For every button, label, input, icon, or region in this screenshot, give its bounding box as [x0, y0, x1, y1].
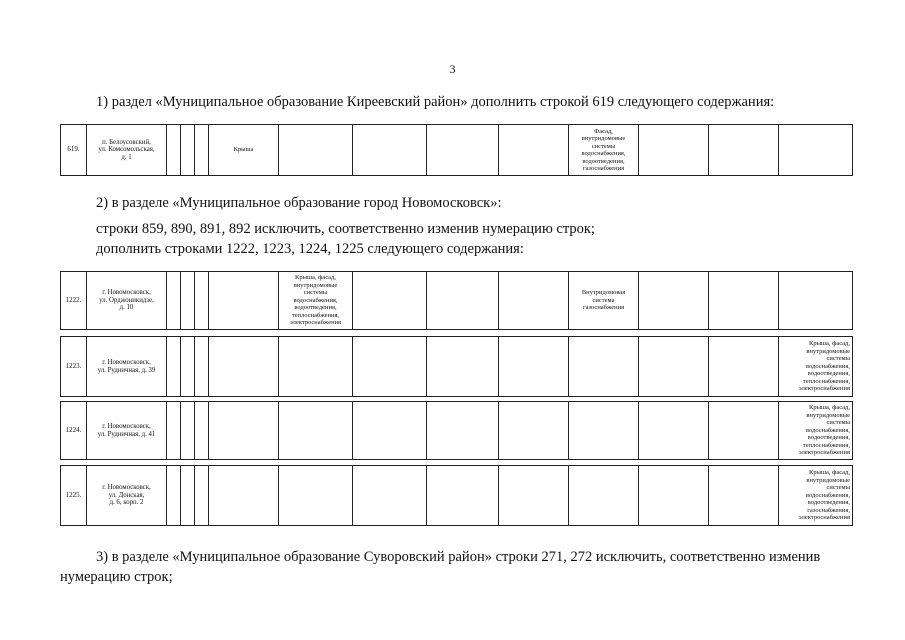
paragraph-1: 1) раздел «Муниципальное образование Киреевский район» дополнить строкой 619 следующего содержания:	[96, 94, 775, 110]
cell	[427, 402, 499, 460]
address-cell: г. Новомосковск, ул. Донская, д. 6, корп. 2	[87, 466, 167, 526]
cell	[279, 402, 353, 460]
cell	[427, 125, 499, 176]
cell	[279, 337, 353, 397]
cell	[427, 466, 499, 526]
cell	[167, 125, 181, 176]
cell	[427, 272, 499, 330]
paragraph-2: 2) в разделе «Муниципальное образование город Новомосковск»:	[96, 195, 502, 211]
row-number: 1224.	[61, 402, 87, 460]
row-number: 619.	[61, 125, 87, 176]
cell	[709, 272, 779, 330]
cell	[569, 337, 639, 397]
cell	[709, 402, 779, 460]
cell	[569, 466, 639, 526]
page-number: 3	[449, 62, 456, 76]
cell	[353, 125, 427, 176]
cell	[639, 402, 709, 460]
work-type-cell: Крыша, фасад, внутридомовые системы водоснабжения, водоотведения, теплоснабжения, электроснабжения	[779, 402, 853, 460]
work-type-cell: Крыша	[209, 125, 279, 176]
cell	[639, 466, 709, 526]
cell	[195, 402, 209, 460]
cell	[709, 466, 779, 526]
table-row-1225	[60, 465, 853, 526]
address-cell: г. Новомосковск, ул. Орджоникидзе, д. 10	[87, 272, 167, 330]
cell	[167, 337, 181, 397]
cell	[167, 402, 181, 460]
row-number: 1222.	[61, 272, 87, 330]
cell	[279, 466, 353, 526]
table-row-1222	[60, 271, 853, 330]
paragraph-5-line-2: нумерацию строк;	[60, 569, 173, 585]
cell	[167, 272, 181, 330]
cell	[181, 402, 195, 460]
row-number: 1225.	[61, 466, 87, 526]
cell	[181, 272, 195, 330]
row-number: 1223.	[61, 337, 87, 397]
work-type-cell: Крыша, фасад, внутридомовые системы водоснабжения, водоотведения, теплоснабжения, электроснабжения	[779, 337, 853, 397]
cell	[353, 337, 427, 397]
cell	[353, 466, 427, 526]
cell	[181, 466, 195, 526]
address-cell: г. Новомосковск, ул. Рудничная, д. 39	[87, 337, 167, 397]
cell	[353, 272, 427, 330]
cell	[779, 272, 853, 330]
cell	[709, 125, 779, 176]
cell	[427, 337, 499, 397]
cell	[195, 272, 209, 330]
paragraph-4: дополнить строками 1222, 1223, 1224, 1225 следующего содержания:	[96, 241, 524, 257]
work-type-cell: Фасад, внутридомовые системы водоснабжения, водоотведения, газоснабжения	[569, 125, 639, 176]
work-type-cell: Внутридомовая система газоснабжения	[569, 272, 639, 330]
paragraph-5-line-1: 3) в разделе «Муниципальное образование Суворовский район» строки 271, 272 исключить, соответственно изменив	[96, 549, 821, 565]
cell	[709, 337, 779, 397]
cell	[639, 337, 709, 397]
cell	[209, 272, 279, 330]
cell	[195, 466, 209, 526]
cell	[639, 125, 709, 176]
cell	[209, 466, 279, 526]
paragraph-3: строки 859, 890, 891, 892 исключить, соответственно изменив нумерацию строк;	[96, 221, 595, 237]
cell	[167, 466, 181, 526]
table-row-1223	[60, 336, 853, 397]
cell	[779, 125, 853, 176]
cell	[499, 272, 569, 330]
cell	[181, 337, 195, 397]
cell	[209, 402, 279, 460]
cell	[499, 125, 569, 176]
cell	[353, 402, 427, 460]
address-cell: г. Новомосковск, ул. Рудничная, д. 41	[87, 402, 167, 460]
cell	[499, 402, 569, 460]
work-type-cell: Крыша, фасад, внутридомовые системы водоснабжения, водоотведения, газоснабжения, электроснабжения	[779, 466, 853, 526]
address-cell: п. Белоусовский, ул. Комсомольская, д. 1	[87, 125, 167, 176]
cell	[499, 337, 569, 397]
table-row-619	[60, 124, 853, 176]
cell	[499, 466, 569, 526]
cell	[195, 125, 209, 176]
cell	[639, 272, 709, 330]
cell	[569, 402, 639, 460]
cell	[279, 125, 353, 176]
cell	[181, 125, 195, 176]
table-row-1224	[60, 401, 853, 460]
work-type-cell: Крыша, фасад, внутридомовые системы водоснабжения, водоотведения, теплоснабжения, электроснабжения	[279, 272, 353, 330]
cell	[195, 337, 209, 397]
cell	[209, 337, 279, 397]
